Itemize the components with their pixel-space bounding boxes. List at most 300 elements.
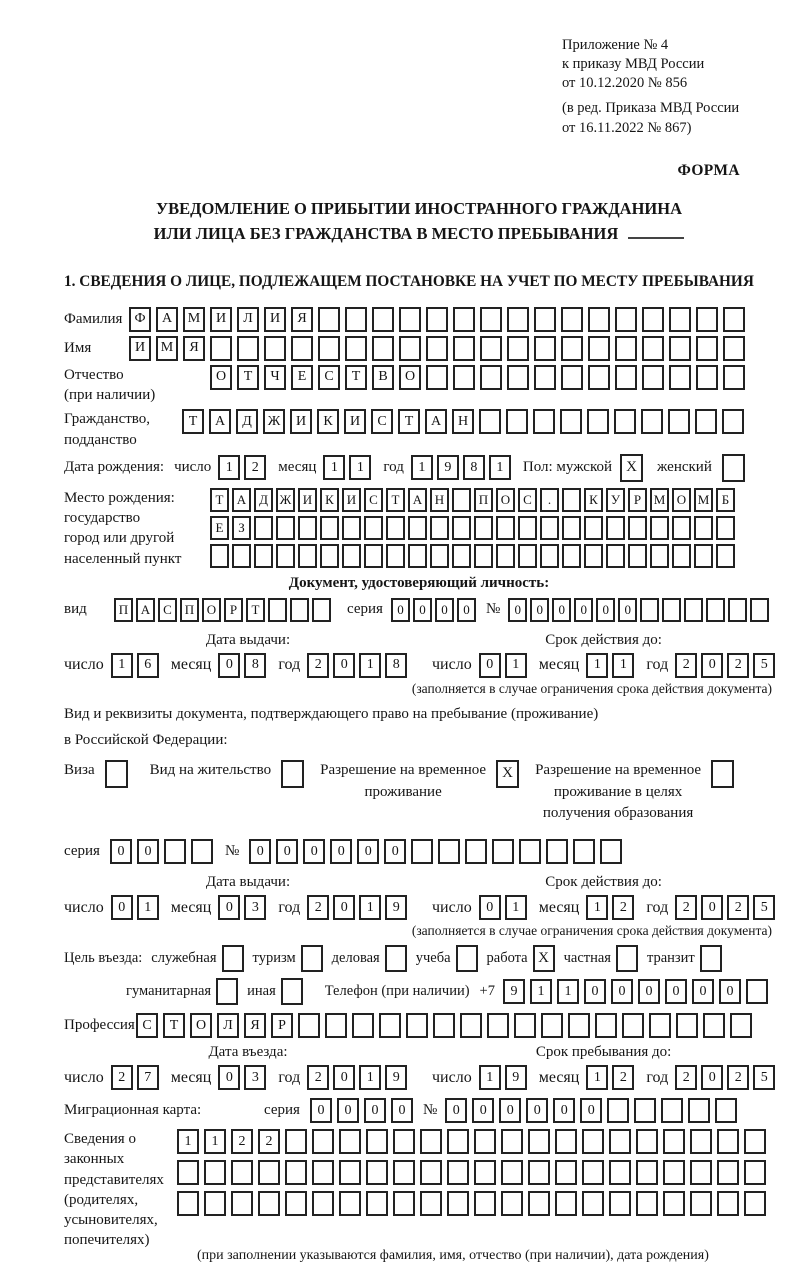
form-cell[interactable]: К xyxy=(317,409,339,434)
form-cell[interactable]: 1 xyxy=(411,455,433,480)
form-cell[interactable] xyxy=(366,1160,388,1185)
form-cell[interactable]: 0 xyxy=(333,653,355,678)
temporary-permit-checkbox[interactable]: X xyxy=(496,760,519,788)
form-cell[interactable]: 7 xyxy=(137,1065,159,1090)
form-cell[interactable] xyxy=(479,409,501,434)
form-cell[interactable] xyxy=(342,516,361,540)
form-cell[interactable]: И xyxy=(344,409,366,434)
form-cell[interactable] xyxy=(609,1129,631,1154)
form-cell[interactable]: 0 xyxy=(638,979,660,1004)
form-cell[interactable] xyxy=(694,516,713,540)
form-cell[interactable] xyxy=(285,1191,307,1216)
form-cell[interactable]: 1 xyxy=(359,895,381,920)
form-cell[interactable] xyxy=(744,1160,766,1185)
form-cell[interactable]: 0 xyxy=(457,598,476,622)
form-cell[interactable] xyxy=(339,1191,361,1216)
form-cell[interactable] xyxy=(312,1129,334,1154)
form-cell[interactable]: 2 xyxy=(727,895,749,920)
form-cell[interactable]: 3 xyxy=(244,895,266,920)
form-cell[interactable]: 0 xyxy=(337,1098,359,1123)
purpose-option-checkbox[interactable] xyxy=(456,945,478,972)
form-cell[interactable]: 0 xyxy=(526,1098,548,1123)
form-cell[interactable]: 1 xyxy=(586,1065,608,1090)
form-cell[interactable]: 0 xyxy=(530,598,549,622)
form-cell[interactable] xyxy=(546,839,568,864)
form-cell[interactable] xyxy=(480,365,502,390)
purpose-option-checkbox[interactable] xyxy=(301,945,323,972)
form-cell[interactable] xyxy=(290,598,309,622)
form-cell[interactable] xyxy=(447,1129,469,1154)
form-cell[interactable]: П xyxy=(474,488,493,512)
form-cell[interactable]: П xyxy=(114,598,133,622)
form-cell[interactable]: И xyxy=(342,488,361,512)
form-cell[interactable] xyxy=(325,1013,347,1038)
form-cell[interactable]: 0 xyxy=(310,1098,332,1123)
form-cell[interactable] xyxy=(609,1160,631,1185)
form-cell[interactable]: С xyxy=(518,488,537,512)
form-cell[interactable]: 0 xyxy=(580,1098,602,1123)
form-cell[interactable]: 2 xyxy=(612,895,634,920)
form-cell[interactable] xyxy=(496,516,515,540)
form-cell[interactable] xyxy=(696,365,718,390)
form-cell[interactable] xyxy=(688,1098,710,1123)
purpose-option-checkbox[interactable] xyxy=(616,945,638,972)
form-cell[interactable]: 9 xyxy=(385,895,407,920)
form-cell[interactable]: Б xyxy=(716,488,735,512)
form-cell[interactable] xyxy=(640,598,659,622)
purpose-option-checkbox[interactable]: X xyxy=(533,945,555,972)
form-cell[interactable]: 1 xyxy=(505,895,527,920)
form-cell[interactable] xyxy=(541,1013,563,1038)
form-cell[interactable]: С xyxy=(371,409,393,434)
form-cell[interactable] xyxy=(690,1129,712,1154)
form-cell[interactable] xyxy=(555,1160,577,1185)
form-cell[interactable] xyxy=(661,1098,683,1123)
form-cell[interactable] xyxy=(438,839,460,864)
form-cell[interactable]: И xyxy=(129,336,151,361)
form-cell[interactable] xyxy=(669,307,691,332)
form-cell[interactable]: Ж xyxy=(276,488,295,512)
form-cell[interactable] xyxy=(366,1129,388,1154)
form-cell[interactable] xyxy=(298,516,317,540)
form-cell[interactable] xyxy=(191,839,213,864)
form-cell[interactable]: А xyxy=(408,488,427,512)
form-cell[interactable] xyxy=(474,544,493,568)
form-cell[interactable] xyxy=(399,307,421,332)
form-cell[interactable]: О xyxy=(190,1013,212,1038)
form-cell[interactable]: Я xyxy=(183,336,205,361)
form-cell[interactable]: 2 xyxy=(675,895,697,920)
form-cell[interactable] xyxy=(669,365,691,390)
form-cell[interactable]: Р xyxy=(224,598,243,622)
form-cell[interactable]: Ж xyxy=(263,409,285,434)
form-cell[interactable]: 1 xyxy=(479,1065,501,1090)
form-cell[interactable] xyxy=(258,1191,280,1216)
form-cell[interactable] xyxy=(717,1129,739,1154)
form-cell[interactable]: 1 xyxy=(612,653,634,678)
form-cell[interactable] xyxy=(676,1013,698,1038)
form-cell[interactable] xyxy=(555,1191,577,1216)
form-cell[interactable] xyxy=(642,307,664,332)
form-cell[interactable] xyxy=(696,307,718,332)
form-cell[interactable] xyxy=(615,365,637,390)
form-cell[interactable] xyxy=(177,1160,199,1185)
form-cell[interactable] xyxy=(411,839,433,864)
form-cell[interactable]: 2 xyxy=(727,653,749,678)
form-cell[interactable]: 3 xyxy=(244,1065,266,1090)
form-cell[interactable]: С xyxy=(158,598,177,622)
form-cell[interactable]: 0 xyxy=(472,1098,494,1123)
form-cell[interactable] xyxy=(614,409,636,434)
form-cell[interactable] xyxy=(533,409,555,434)
form-cell[interactable]: 0 xyxy=(330,839,352,864)
form-cell[interactable]: Е xyxy=(291,365,313,390)
form-cell[interactable] xyxy=(364,516,383,540)
form-cell[interactable] xyxy=(501,1191,523,1216)
form-cell[interactable] xyxy=(345,336,367,361)
form-cell[interactable] xyxy=(254,544,273,568)
form-cell[interactable] xyxy=(507,307,529,332)
form-cell[interactable] xyxy=(518,516,537,540)
form-cell[interactable] xyxy=(501,1129,523,1154)
purpose-option-checkbox[interactable] xyxy=(222,945,244,972)
form-cell[interactable] xyxy=(393,1160,415,1185)
form-cell[interactable] xyxy=(534,336,556,361)
form-cell[interactable] xyxy=(487,1013,509,1038)
form-cell[interactable]: 0 xyxy=(435,598,454,622)
form-cell[interactable]: 0 xyxy=(596,598,615,622)
form-cell[interactable]: Т xyxy=(182,409,204,434)
form-cell[interactable]: 0 xyxy=(218,895,240,920)
form-cell[interactable] xyxy=(587,409,609,434)
form-cell[interactable] xyxy=(746,979,768,1004)
form-cell[interactable]: 1 xyxy=(489,455,511,480)
form-cell[interactable]: М xyxy=(650,488,669,512)
form-cell[interactable] xyxy=(561,365,583,390)
form-cell[interactable]: 0 xyxy=(333,1065,355,1090)
form-cell[interactable] xyxy=(595,1013,617,1038)
form-cell[interactable] xyxy=(408,544,427,568)
form-cell[interactable] xyxy=(379,1013,401,1038)
form-cell[interactable] xyxy=(723,365,745,390)
form-cell[interactable] xyxy=(231,1191,253,1216)
form-cell[interactable] xyxy=(588,307,610,332)
form-cell[interactable] xyxy=(420,1191,442,1216)
form-cell[interactable]: 8 xyxy=(463,455,485,480)
form-cell[interactable] xyxy=(600,839,622,864)
form-cell[interactable] xyxy=(506,409,528,434)
form-cell[interactable] xyxy=(663,1129,685,1154)
form-cell[interactable]: 0 xyxy=(391,1098,413,1123)
form-cell[interactable] xyxy=(366,1191,388,1216)
form-cell[interactable] xyxy=(406,1013,428,1038)
form-cell[interactable]: Я xyxy=(291,307,313,332)
sex-female-checkbox[interactable] xyxy=(722,454,745,482)
form-cell[interactable]: С xyxy=(318,365,340,390)
form-cell[interactable] xyxy=(426,307,448,332)
form-cell[interactable]: 6 xyxy=(137,653,159,678)
form-cell[interactable] xyxy=(703,1013,725,1038)
form-cell[interactable] xyxy=(318,336,340,361)
form-cell[interactable] xyxy=(298,544,317,568)
form-cell[interactable]: 0 xyxy=(111,895,133,920)
form-cell[interactable] xyxy=(668,409,690,434)
form-cell[interactable] xyxy=(386,516,405,540)
form-cell[interactable] xyxy=(460,1013,482,1038)
form-cell[interactable]: Д xyxy=(236,409,258,434)
form-cell[interactable]: А xyxy=(156,307,178,332)
form-cell[interactable] xyxy=(210,336,232,361)
form-cell[interactable] xyxy=(352,1013,374,1038)
form-cell[interactable]: 1 xyxy=(557,979,579,1004)
form-cell[interactable] xyxy=(232,544,251,568)
form-cell[interactable]: Т xyxy=(398,409,420,434)
purpose-option-checkbox[interactable] xyxy=(216,978,238,1005)
form-cell[interactable]: О xyxy=(210,365,232,390)
form-cell[interactable] xyxy=(717,1191,739,1216)
form-cell[interactable]: 0 xyxy=(218,653,240,678)
form-cell[interactable] xyxy=(320,544,339,568)
form-cell[interactable] xyxy=(447,1160,469,1185)
form-cell[interactable] xyxy=(690,1191,712,1216)
form-cell[interactable] xyxy=(628,544,647,568)
form-cell[interactable] xyxy=(420,1160,442,1185)
form-cell[interactable]: У xyxy=(606,488,625,512)
form-cell[interactable] xyxy=(582,1129,604,1154)
form-cell[interactable]: 5 xyxy=(753,895,775,920)
form-cell[interactable] xyxy=(426,365,448,390)
form-cell[interactable]: 0 xyxy=(249,839,271,864)
form-cell[interactable]: 2 xyxy=(111,1065,133,1090)
form-cell[interactable] xyxy=(588,365,610,390)
form-cell[interactable]: Т xyxy=(163,1013,185,1038)
form-cell[interactable]: 2 xyxy=(612,1065,634,1090)
form-cell[interactable]: И xyxy=(298,488,317,512)
form-cell[interactable] xyxy=(609,1191,631,1216)
form-cell[interactable]: В xyxy=(372,365,394,390)
form-cell[interactable]: Т xyxy=(345,365,367,390)
form-cell[interactable] xyxy=(723,336,745,361)
form-cell[interactable]: 1 xyxy=(218,455,240,480)
form-cell[interactable] xyxy=(447,1191,469,1216)
residence-permit-checkbox[interactable] xyxy=(281,760,304,788)
form-cell[interactable] xyxy=(690,1160,712,1185)
form-cell[interactable] xyxy=(408,516,427,540)
form-cell[interactable]: 2 xyxy=(307,895,329,920)
form-cell[interactable]: 2 xyxy=(675,653,697,678)
form-cell[interactable] xyxy=(452,544,471,568)
form-cell[interactable]: 1 xyxy=(586,653,608,678)
form-cell[interactable]: 0 xyxy=(552,598,571,622)
form-cell[interactable] xyxy=(628,516,647,540)
form-cell[interactable] xyxy=(650,516,669,540)
form-cell[interactable] xyxy=(636,1129,658,1154)
form-cell[interactable]: А xyxy=(209,409,231,434)
form-cell[interactable] xyxy=(722,409,744,434)
form-cell[interactable]: 0 xyxy=(611,979,633,1004)
form-cell[interactable] xyxy=(268,598,287,622)
form-cell[interactable] xyxy=(694,544,713,568)
form-cell[interactable]: Е xyxy=(210,516,229,540)
form-cell[interactable]: 0 xyxy=(479,653,501,678)
form-cell[interactable] xyxy=(501,1160,523,1185)
form-cell[interactable] xyxy=(642,365,664,390)
form-cell[interactable]: 1 xyxy=(204,1129,226,1154)
form-cell[interactable] xyxy=(386,544,405,568)
form-cell[interactable] xyxy=(615,336,637,361)
form-cell[interactable] xyxy=(716,544,735,568)
form-cell[interactable]: 5 xyxy=(753,653,775,678)
form-cell[interactable]: 1 xyxy=(359,653,381,678)
form-cell[interactable] xyxy=(744,1129,766,1154)
form-cell[interactable]: С xyxy=(136,1013,158,1038)
form-cell[interactable] xyxy=(372,307,394,332)
form-cell[interactable]: А xyxy=(136,598,155,622)
form-cell[interactable]: 0 xyxy=(110,839,132,864)
form-cell[interactable] xyxy=(528,1160,550,1185)
form-cell[interactable] xyxy=(480,336,502,361)
form-cell[interactable] xyxy=(662,598,681,622)
form-cell[interactable]: 0 xyxy=(357,839,379,864)
form-cell[interactable]: 0 xyxy=(391,598,410,622)
form-cell[interactable]: 0 xyxy=(508,598,527,622)
form-cell[interactable] xyxy=(177,1191,199,1216)
form-cell[interactable] xyxy=(372,336,394,361)
form-cell[interactable] xyxy=(285,1129,307,1154)
form-cell[interactable] xyxy=(534,365,556,390)
form-cell[interactable] xyxy=(452,488,471,512)
form-cell[interactable]: О xyxy=(202,598,221,622)
form-cell[interactable] xyxy=(474,1160,496,1185)
form-cell[interactable] xyxy=(393,1191,415,1216)
form-cell[interactable] xyxy=(672,516,691,540)
form-cell[interactable] xyxy=(672,544,691,568)
form-cell[interactable]: 1 xyxy=(111,653,133,678)
form-cell[interactable]: 2 xyxy=(244,455,266,480)
form-cell[interactable] xyxy=(540,544,559,568)
form-cell[interactable] xyxy=(291,336,313,361)
form-cell[interactable]: 2 xyxy=(307,653,329,678)
form-cell[interactable] xyxy=(684,598,703,622)
form-cell[interactable] xyxy=(393,1129,415,1154)
form-cell[interactable]: 0 xyxy=(692,979,714,1004)
form-cell[interactable] xyxy=(706,598,725,622)
form-cell[interactable]: О xyxy=(399,365,421,390)
purpose-option-checkbox[interactable] xyxy=(385,945,407,972)
form-cell[interactable]: К xyxy=(320,488,339,512)
form-cell[interactable]: 0 xyxy=(333,895,355,920)
form-cell[interactable] xyxy=(534,307,556,332)
form-cell[interactable]: М xyxy=(156,336,178,361)
form-cell[interactable] xyxy=(276,516,295,540)
form-cell[interactable]: 0 xyxy=(384,839,406,864)
form-cell[interactable]: И xyxy=(264,307,286,332)
form-cell[interactable] xyxy=(649,1013,671,1038)
form-cell[interactable] xyxy=(318,307,340,332)
form-cell[interactable]: 9 xyxy=(503,979,525,1004)
form-cell[interactable]: 9 xyxy=(437,455,459,480)
form-cell[interactable] xyxy=(426,336,448,361)
form-cell[interactable]: Д xyxy=(254,488,273,512)
form-cell[interactable] xyxy=(582,1191,604,1216)
form-cell[interactable] xyxy=(573,839,595,864)
form-cell[interactable] xyxy=(622,1013,644,1038)
form-cell[interactable]: 0 xyxy=(719,979,741,1004)
form-cell[interactable]: С xyxy=(364,488,383,512)
form-cell[interactable] xyxy=(320,516,339,540)
form-cell[interactable]: Я xyxy=(244,1013,266,1038)
form-cell[interactable] xyxy=(465,839,487,864)
form-cell[interactable]: 2 xyxy=(307,1065,329,1090)
form-cell[interactable] xyxy=(453,365,475,390)
form-cell[interactable] xyxy=(399,336,421,361)
form-cell[interactable]: И xyxy=(290,409,312,434)
form-cell[interactable]: Р xyxy=(271,1013,293,1038)
form-cell[interactable]: П xyxy=(180,598,199,622)
form-cell[interactable]: 2 xyxy=(675,1065,697,1090)
form-cell[interactable]: 0 xyxy=(276,839,298,864)
form-cell[interactable] xyxy=(210,544,229,568)
form-cell[interactable] xyxy=(496,544,515,568)
form-cell[interactable]: А xyxy=(232,488,251,512)
form-cell[interactable] xyxy=(204,1191,226,1216)
form-cell[interactable]: 0 xyxy=(553,1098,575,1123)
form-cell[interactable]: 0 xyxy=(701,895,723,920)
form-cell[interactable] xyxy=(339,1160,361,1185)
form-cell[interactable]: М xyxy=(694,488,713,512)
form-cell[interactable] xyxy=(606,544,625,568)
form-cell[interactable]: Т xyxy=(246,598,265,622)
form-cell[interactable]: 0 xyxy=(701,653,723,678)
form-cell[interactable]: Ч xyxy=(264,365,286,390)
form-cell[interactable] xyxy=(696,336,718,361)
form-cell[interactable] xyxy=(264,336,286,361)
form-cell[interactable]: 0 xyxy=(665,979,687,1004)
form-cell[interactable] xyxy=(312,1160,334,1185)
form-cell[interactable] xyxy=(606,516,625,540)
form-cell[interactable] xyxy=(540,516,559,540)
form-cell[interactable] xyxy=(342,544,361,568)
form-cell[interactable] xyxy=(164,839,186,864)
form-cell[interactable] xyxy=(650,544,669,568)
form-cell[interactable]: 0 xyxy=(364,1098,386,1123)
form-cell[interactable] xyxy=(433,1013,455,1038)
form-cell[interactable] xyxy=(364,544,383,568)
form-cell[interactable] xyxy=(276,544,295,568)
form-cell[interactable]: И xyxy=(210,307,232,332)
form-cell[interactable]: Т xyxy=(237,365,259,390)
form-cell[interactable]: 1 xyxy=(359,1065,381,1090)
form-cell[interactable]: 8 xyxy=(385,653,407,678)
form-cell[interactable]: З xyxy=(232,516,251,540)
form-cell[interactable] xyxy=(298,1013,320,1038)
form-cell[interactable]: 0 xyxy=(584,979,606,1004)
form-cell[interactable] xyxy=(607,1098,629,1123)
purpose-option-checkbox[interactable] xyxy=(700,945,722,972)
form-cell[interactable]: 9 xyxy=(505,1065,527,1090)
form-cell[interactable] xyxy=(562,488,581,512)
form-cell[interactable] xyxy=(695,409,717,434)
form-cell[interactable]: Т xyxy=(386,488,405,512)
form-cell[interactable] xyxy=(568,1013,590,1038)
form-cell[interactable]: Ф xyxy=(129,307,151,332)
form-cell[interactable] xyxy=(231,1160,253,1185)
form-cell[interactable] xyxy=(420,1129,442,1154)
form-cell[interactable]: 0 xyxy=(218,1065,240,1090)
form-cell[interactable] xyxy=(258,1160,280,1185)
form-cell[interactable] xyxy=(663,1160,685,1185)
form-cell[interactable] xyxy=(636,1191,658,1216)
